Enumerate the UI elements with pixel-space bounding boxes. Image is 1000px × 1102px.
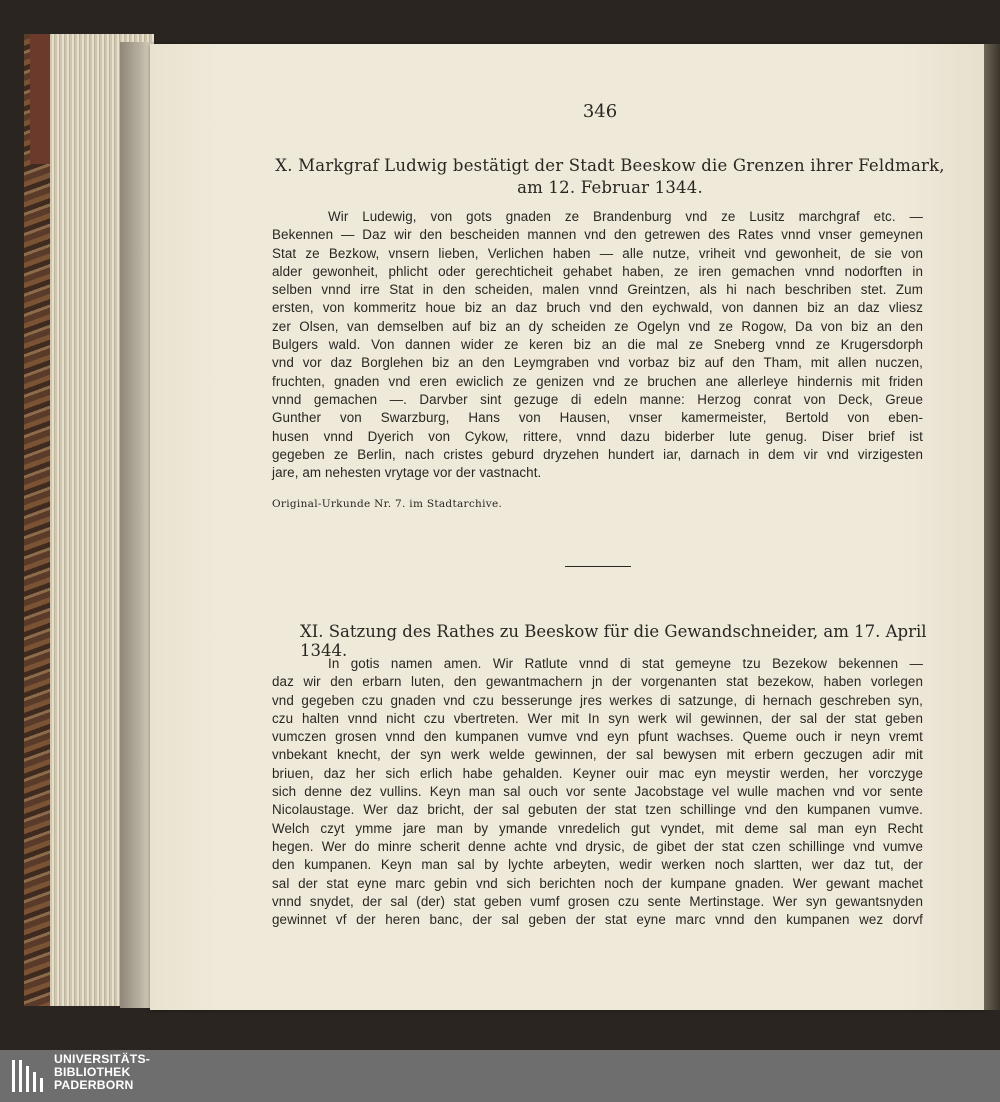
text-line: czu halten vnnd nicht czu vbertreten. Wer mit In syn werk wil gewinnen, der sal der stat geben	[272, 710, 923, 726]
document-x-title: X. Markgraf Ludwig bestätigt der Stadt Beeskow die Grenzen ihrer Feldmark,	[275, 156, 945, 175]
document-xi-body	[272, 655, 923, 929]
text-line: selben vnnd irre Stat in den scheiden, malen vnnd Greintzen, als hi nach beschriben stet. Zum	[272, 282, 923, 298]
library-name-line: PADERBORN	[54, 1077, 134, 1092]
text-line: Welch czyt ymme jare man by ymande vnredelich gut vyndet, mit deme sal man eyn Recht	[272, 820, 923, 836]
text-line: zer Olsen, van demselben auf biz an dy scheiden ze Ogelyn vnd ze Rogow, Da von biz an den	[272, 318, 923, 334]
document-x-heading	[250, 155, 970, 199]
text-line: vnnd snydet, der sal (der) stat geben vumf grosen czu sente Mertinstage. Wer syn gewantsnyden	[272, 893, 923, 909]
text-line: gewinnet vf der heren banc, der sal geben der stat eyne marc vnnd den kumpanen wez dorvf	[272, 912, 923, 928]
text-line: vnnd gemachen —. Darvber sint gezuge di edeln manne: Herzog conrat von Deck, Greue	[272, 391, 923, 407]
text-line: daz wir den erbarn luten, den gewantmachern jn der vorgenanten stat bezekow, haben vorlegen	[272, 674, 923, 690]
section-divider	[565, 566, 631, 567]
text-line: sal der stat eyne marc gebin vnd sich berichten noch der kumpane gnaden. Wer gewant machet	[272, 875, 923, 891]
text-line: Bekennen — Daz wir den bescheiden mannen vnd den getrewen des Rates vnnd vnser gemeynen	[272, 227, 923, 243]
text-line: gegeben ze Berlin, nach cristes geburd dryzehen hundert iar, darnach in dem vir vnd virzigesten	[272, 446, 923, 462]
text-line: Nicolaustage. Wer daz bricht, der sal gebuten der stat tzen schillinge vnd den kumpanen vumve.	[272, 802, 923, 818]
text-line: Wir Ludewig, von gots gnaden ze Brandenburg vnd ze Lusitz marchgraf etc. —	[328, 209, 923, 224]
text-line: Gunther von Swarzburg, Hans von Hausen, vnser kamermeister, Bertold von eben-	[272, 410, 923, 426]
text-line: vnbekant knecht, der syn werk welde gewinnen, der sal bewysen mit erbern geczugen adir mit	[272, 747, 923, 763]
text-line: vnd gegeben czu gnaden vnd czu besserunge jres werkes di satzunge, di hernach geschreben syn,	[272, 692, 923, 708]
document-x-body	[272, 208, 923, 482]
document-xi-title: XI. Satzung des Rathes zu Beeskow für die Gewandschneider, am 17. April 1344.	[300, 622, 927, 660]
text-line: husen vnnd Dyerich von Cykow, rittere, vnnd dazu biderber lute genug. Diser brief ist	[272, 428, 923, 444]
text-line: Stat ze Bezkow, vnsern lieben, Verlichen haben — alle nutze, vriheit vnd gewonheit, de sie von	[272, 245, 923, 261]
text-line: In gotis namen amen. Wir Ratlute vnnd di stat gemeyne tzu Bezekow bekennen —	[328, 656, 923, 671]
text-line: Bulgers wald. Von dannen wider ze keren biz an die mal ze Sneberg vnnd ze Krugersdorph	[272, 337, 923, 353]
page-right-edge	[984, 44, 1000, 1010]
page-gutter	[120, 42, 154, 1008]
text-line: alder gewonheit, phlicht oder gerechticheit gehabet haben, ze iren gemachen vnnd nodorften in	[272, 263, 923, 279]
text-line: ersten, von kommeritz houe biz an daz bruch vnd den eychwald, von dannen biz an daz vliesz	[272, 300, 923, 316]
text-line: vnd vor daz Borglehen biz an den Leymgraben vnd vorbaz biz auf den Tham, mit allen nuczen,	[272, 355, 923, 371]
library-name-line: BIBLIOTHEK	[54, 1064, 131, 1079]
library-name-line: UNIVERSITÄTS-	[54, 1052, 151, 1066]
text-line: fruchten, gnaden vnd eren ewiclich ze genizen vnd ze bruchen ane allerleye hindernis mit friden	[272, 373, 923, 389]
text-line: sich denne dez vullins. Keyn man sal ouch vor sente Jacobstage vel wulle machen vnd vor sente	[272, 784, 923, 800]
library-name[interactable]	[54, 1053, 150, 1091]
text-line: jare, am nehesten vrytage vor der vastnacht.	[272, 465, 542, 481]
library-logo-icon	[10, 1056, 48, 1096]
text-line: vumczen grosen vnnd den kumpanen vumve vnd eyn pfunt wachses. Queme ouch ir neyn vremt	[272, 729, 923, 745]
text-line: briuen, daz her sich erlich habe gehalden. Keyner ouir mac eyn meystir werden, her vorczyge	[272, 765, 923, 781]
page-number: 346	[582, 101, 618, 122]
text-line: hegen. Wer do minre scherit denne achte vnd drysic, de gibet der stat czen schillinge vnd vumve	[272, 838, 923, 854]
document-x-source-note: Original-Urkunde Nr. 7. im Stadtarchive.	[272, 498, 503, 510]
text-line: den kumpanen. Keyn man sal by lychte arbeyten, wedir werken noch slartten, wer daz tut, der	[272, 857, 923, 873]
document-x-date: am 12. Februar 1344.	[517, 178, 703, 197]
